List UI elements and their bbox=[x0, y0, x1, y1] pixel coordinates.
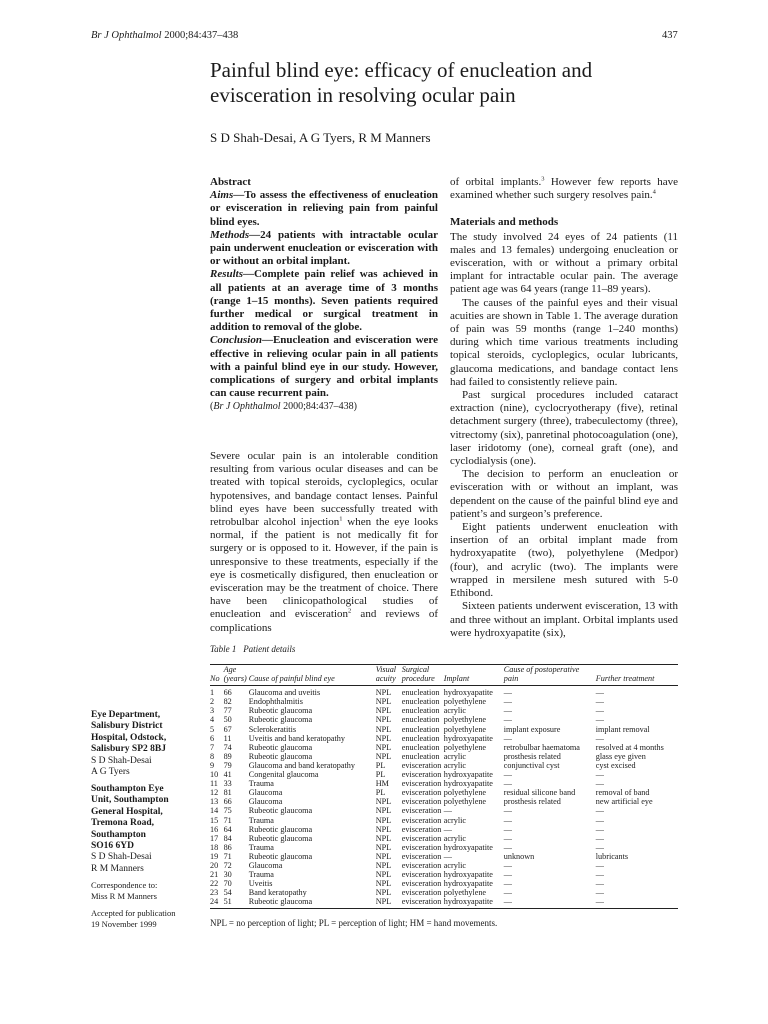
row-postop-pain: — bbox=[503, 806, 512, 816]
affiliation-salisbury bbox=[91, 710, 201, 778]
table-row bbox=[210, 686, 678, 698]
row-further-treatment: — bbox=[595, 770, 604, 780]
row-no: 4 bbox=[210, 715, 215, 725]
accepted-value: 19 November 1999 bbox=[91, 918, 157, 929]
row-age: 64 bbox=[223, 824, 232, 834]
row-age: 74 bbox=[223, 742, 232, 752]
row-age: 51 bbox=[223, 897, 232, 907]
header-postop-pain: Cause of postoperative pain bbox=[503, 665, 580, 684]
address-line: General Hospital, bbox=[91, 806, 163, 817]
row-surgical-procedure: evisceration bbox=[401, 870, 442, 880]
row-postop-pain: implant exposure bbox=[503, 724, 561, 734]
row-implant: acrylic bbox=[443, 751, 467, 761]
row-age: 54 bbox=[223, 888, 232, 898]
row-implant: acrylic bbox=[443, 833, 467, 843]
row-surgical-procedure: enucleation bbox=[401, 688, 440, 698]
row-surgical-procedure: enucleation bbox=[401, 697, 440, 707]
row-surgical-procedure: evisceration bbox=[401, 797, 442, 807]
abstract-heading: Abstract bbox=[210, 176, 251, 188]
header-no: No bbox=[210, 674, 220, 684]
row-surgical-procedure: evisceration bbox=[401, 833, 442, 843]
row-surgical-procedure: evisceration bbox=[401, 788, 442, 798]
table-row bbox=[210, 888, 678, 897]
row-cause: Rubeotic glaucoma bbox=[248, 806, 313, 816]
row-surgical-procedure: enucleation bbox=[401, 715, 440, 725]
row-further-treatment: removal of band bbox=[595, 788, 650, 798]
row-surgical-procedure: evisceration bbox=[401, 842, 442, 852]
row-implant: hydroxyapatite bbox=[443, 879, 493, 889]
affiliated-author: S D Shah-Desai bbox=[91, 852, 152, 863]
row-visual-acuity: NPL bbox=[375, 851, 392, 861]
author-list: S D Shah-Desai, A G Tyers, R M Manners bbox=[210, 130, 431, 145]
row-implant: hydroxyapatite bbox=[443, 770, 493, 780]
row-no: 7 bbox=[210, 742, 215, 752]
row-further-treatment: — bbox=[595, 706, 604, 716]
methods-paragraph-3: Past surgical procedures included cataract extraction (nine), cyclocryotherapy (five), retinal detachment surgery (three), trabeculectomy (three), vitrectomy (six), panretinal photocoagulation (one), laser iridotomy (one), corneal graft (one), and cyclodialysis (one). bbox=[450, 389, 678, 468]
row-visual-acuity: NPL bbox=[375, 724, 392, 734]
row-age: 67 bbox=[223, 724, 232, 734]
row-further-treatment: glass eye given bbox=[595, 751, 646, 761]
row-no: 10 bbox=[210, 770, 219, 780]
row-surgical-procedure: evisceration bbox=[401, 806, 442, 816]
row-age: 41 bbox=[223, 770, 232, 780]
row-surgical-procedure: enucleation bbox=[401, 733, 440, 743]
aims-label: Aims bbox=[210, 189, 234, 202]
table-row bbox=[210, 806, 678, 815]
table-row bbox=[210, 761, 678, 770]
table-label: Table 1 bbox=[210, 644, 237, 654]
row-visual-acuity: NPL bbox=[375, 706, 392, 716]
intro-continuation bbox=[450, 176, 678, 202]
row-no: 13 bbox=[210, 797, 219, 807]
row-postop-pain: — bbox=[503, 888, 512, 898]
intro-text-b: when the eye looks normal, if the patient is not medically fit for surgery or is opposed to it. However, if the pain is unresponsive to these treatments, especially if the eye is cosmetically disfigured, then enucleation or evisceration may be the treatment of choice. There have been clinicopathological studies of enucleation and evisceration bbox=[210, 516, 438, 621]
row-postop-pain: — bbox=[503, 842, 512, 852]
row-age: 33 bbox=[223, 779, 232, 789]
row-no: 9 bbox=[210, 760, 215, 770]
row-implant: acrylic bbox=[443, 860, 467, 870]
table-row bbox=[210, 852, 678, 861]
row-visual-acuity: NPL bbox=[375, 715, 392, 725]
row-implant: acrylic bbox=[443, 706, 467, 716]
row-postop-pain: — bbox=[503, 733, 512, 743]
row-surgical-procedure: evisceration bbox=[401, 860, 442, 870]
row-further-treatment: — bbox=[595, 833, 604, 843]
row-postop-pain: — bbox=[503, 860, 512, 870]
accepted-label: Accepted for publication bbox=[91, 908, 176, 918]
table-row bbox=[210, 843, 678, 852]
row-cause: Rubeotic glaucoma bbox=[248, 824, 313, 834]
row-visual-acuity: NPL bbox=[375, 824, 392, 834]
row-age: 86 bbox=[223, 842, 232, 852]
row-implant: polyethylene bbox=[443, 797, 487, 807]
address-line: Southampton Eye bbox=[91, 784, 164, 794]
conclusion-label: Conclusion bbox=[210, 334, 262, 347]
row-visual-acuity: NPL bbox=[375, 688, 392, 698]
row-cause: Endophthalmitis bbox=[248, 697, 303, 707]
row-further-treatment: — bbox=[595, 779, 604, 789]
row-visual-acuity: NPL bbox=[375, 742, 392, 752]
row-visual-acuity: HM bbox=[375, 779, 389, 789]
header-implant: Implant bbox=[443, 674, 470, 684]
affiliated-author: S D Shah-Desai bbox=[91, 755, 152, 766]
row-further-treatment: — bbox=[595, 715, 604, 725]
row-postop-pain: residual silicone band bbox=[503, 788, 576, 798]
ref-3: 3 bbox=[541, 175, 545, 183]
row-further-treatment: — bbox=[595, 824, 604, 834]
row-implant: hydroxyapatite bbox=[443, 897, 493, 907]
row-postop-pain: — bbox=[503, 824, 512, 834]
address-line: Unit, Southampton bbox=[91, 795, 169, 806]
row-further-treatment: — bbox=[595, 697, 604, 707]
row-age: 79 bbox=[223, 760, 232, 770]
table-row bbox=[210, 870, 678, 879]
row-implant: — bbox=[443, 851, 452, 861]
row-surgical-procedure: evisceration bbox=[401, 815, 442, 825]
row-further-treatment: cyst excised bbox=[595, 760, 636, 770]
row-cause: Glaucoma bbox=[248, 788, 283, 798]
address-line: SO16 6YD bbox=[91, 841, 135, 852]
row-implant: — bbox=[443, 806, 452, 816]
row-visual-acuity: NPL bbox=[375, 897, 392, 907]
row-age: 75 bbox=[223, 806, 232, 816]
row-surgical-procedure: evisceration bbox=[401, 897, 442, 907]
row-no: 19 bbox=[210, 851, 219, 861]
methods-paragraph-2: The causes of the painful eyes and their visual acuities are shown in Table 1. The average duration of pain was 59 months (range 1–240 months) during which time various treatments including topical steroids, cycloplegics, ocular lubricants, glaucoma medications, and bandage contact lens had failed to consistently relieve pain. bbox=[450, 296, 678, 388]
row-further-treatment: — bbox=[595, 815, 604, 825]
row-cause: Trauma bbox=[248, 870, 274, 880]
row-further-treatment: — bbox=[595, 879, 604, 889]
running-head bbox=[91, 30, 238, 41]
abstract-citation: (Br J Ophthalmol 2000;84:437–438) bbox=[210, 401, 357, 413]
accepted-date bbox=[91, 908, 201, 929]
row-cause: Glaucoma and uveitis bbox=[248, 688, 321, 698]
row-postop-pain: unknown bbox=[503, 851, 535, 861]
row-cause: Trauma bbox=[248, 779, 274, 789]
row-cause: Rubeotic glaucoma bbox=[248, 715, 313, 725]
row-surgical-procedure: evisceration bbox=[401, 851, 442, 861]
row-no: 16 bbox=[210, 824, 219, 834]
row-visual-acuity: NPL bbox=[375, 888, 392, 898]
row-implant: hydroxyapatite bbox=[443, 733, 493, 743]
row-surgical-procedure: enucleation bbox=[401, 724, 440, 734]
header-visual-acuity: Visual acuity bbox=[375, 665, 397, 684]
journal-citation: 2000;84:437–438 bbox=[161, 30, 239, 41]
affiliated-author: A G Tyers bbox=[91, 767, 130, 778]
row-further-treatment: — bbox=[595, 806, 604, 816]
row-visual-acuity: NPL bbox=[375, 833, 392, 843]
row-implant: polyethylene bbox=[443, 788, 487, 798]
row-further-treatment: — bbox=[595, 688, 604, 698]
row-surgical-procedure: evisceration bbox=[401, 760, 442, 770]
intro-paragraph bbox=[210, 450, 438, 635]
row-no: 11 bbox=[210, 779, 218, 789]
table-title: Patient details bbox=[243, 644, 296, 654]
header-surgical-procedure: Surgical procedure bbox=[401, 665, 435, 684]
row-visual-acuity: NPL bbox=[375, 806, 392, 816]
header-cause: Cause of painful blind eye bbox=[248, 674, 335, 684]
row-no: 6 bbox=[210, 733, 215, 743]
row-implant: polyethylene bbox=[443, 724, 487, 734]
address-line: Eye Department, bbox=[91, 710, 161, 720]
row-postop-pain: — bbox=[503, 688, 512, 698]
row-implant: hydroxyapatite bbox=[443, 688, 493, 698]
address-line: Salisbury District bbox=[91, 721, 163, 732]
row-cause: Uveitis and band keratopathy bbox=[248, 733, 345, 743]
row-surgical-procedure: evisceration bbox=[401, 888, 442, 898]
table-row bbox=[210, 788, 678, 797]
row-visual-acuity: NPL bbox=[375, 860, 392, 870]
methods-paragraph-6: Sixteen patients underwent evisceration, 13 with and three without an implant. Orbital implants used were hydroxyapatite (six), bbox=[450, 600, 678, 639]
row-implant: polyethylene bbox=[443, 697, 487, 707]
address-line: Salisbury SP2 8BJ bbox=[91, 744, 166, 755]
row-postop-pain: — bbox=[503, 706, 512, 716]
methods-text: —24 patients with intractable ocular pain underwent enucleation or evisceration with or without an orbital implant. bbox=[210, 228, 438, 268]
row-postop-pain: prosthesis related bbox=[503, 751, 561, 761]
row-visual-acuity: NPL bbox=[375, 815, 392, 825]
row-implant: polyethylene bbox=[443, 715, 487, 725]
header-age: Age (years) bbox=[223, 665, 247, 684]
row-postop-pain: prosthesis related bbox=[503, 797, 561, 807]
row-postop-pain: — bbox=[503, 897, 512, 907]
row-visual-acuity: NPL bbox=[375, 797, 392, 807]
correspondence-name: Miss R M Manners bbox=[91, 890, 157, 901]
row-age: 82 bbox=[223, 697, 232, 707]
row-postop-pain: — bbox=[503, 815, 512, 825]
address-line: Hospital, Odstock, bbox=[91, 732, 167, 743]
table-body bbox=[210, 686, 678, 909]
ref-1: 1 bbox=[339, 515, 343, 523]
row-postop-pain: retrobulbar haematoma bbox=[503, 742, 580, 752]
citation-rest: 2000;84:437–438) bbox=[280, 401, 357, 413]
methods-paragraph-4: The decision to perform an enucleation or evisceration with or without an implant, was dependent on the cause of the painful blind eye and patient’s and surgeon’s preference. bbox=[450, 468, 678, 520]
row-cause: Rubeotic glaucoma bbox=[248, 742, 313, 752]
abstract-conclusion bbox=[210, 334, 438, 400]
journal-name: Br J Ophthalmol bbox=[91, 30, 162, 41]
correspondence-label: Correspondence to: bbox=[91, 880, 158, 890]
row-cause: Rubeotic glaucoma bbox=[248, 897, 313, 907]
row-implant: polyethylene bbox=[443, 888, 487, 898]
table-row bbox=[210, 752, 678, 761]
row-further-treatment: — bbox=[595, 842, 604, 852]
row-no: 17 bbox=[210, 833, 219, 843]
table-row bbox=[210, 706, 678, 715]
row-age: 72 bbox=[223, 860, 232, 870]
continuation-text-b: However few reports have examined whether such surgery resolves pain. bbox=[450, 176, 678, 202]
row-cause: Congenital glaucoma bbox=[248, 770, 319, 780]
row-no: 5 bbox=[210, 724, 215, 734]
row-visual-acuity: NPL bbox=[375, 733, 392, 743]
row-no: 23 bbox=[210, 888, 219, 898]
table-caption bbox=[210, 644, 295, 654]
introduction bbox=[210, 450, 438, 635]
table-row bbox=[210, 715, 678, 724]
row-no: 12 bbox=[210, 788, 219, 798]
table-footnote: NPL = no perception of light; PL = perception of light; HM = hand movements. bbox=[210, 918, 498, 928]
row-cause: Sclerokeratitis bbox=[248, 724, 297, 734]
affiliation-southampton bbox=[91, 784, 201, 875]
row-no: 22 bbox=[210, 879, 219, 889]
methods-paragraph-1: The study involved 24 eyes of 24 patients (11 males and 13 females) undergoing enucleation or evisceration, with or without a primary orbital implant for intractable ocular pain. The average patient age was 64 years (range 11–89 years). bbox=[450, 230, 678, 296]
row-surgical-procedure: enucleation bbox=[401, 706, 440, 716]
results-text: —Complete pain relief was achieved in all patients at an average time of 3 months (range 1–15 months). Seven patients required further medical or surgical treatment in addition to removal of the globe. bbox=[210, 268, 438, 334]
row-age: 50 bbox=[223, 715, 232, 725]
row-implant: — bbox=[443, 824, 452, 834]
row-visual-acuity: NPL bbox=[375, 751, 392, 761]
row-cause: Rubeotic glaucoma bbox=[248, 851, 313, 861]
row-postop-pain: — bbox=[503, 770, 512, 780]
intro-text-a: Severe ocular pain is an intolerable condition resulting from various ocular diseases and can be treated with topical steroids, cycloplegics, ocular hypotensives, and bandage contact lenses. Painful blind eyes have been successfully treated with retrobulbar alcohol injection bbox=[210, 450, 438, 529]
row-age: 84 bbox=[223, 833, 232, 843]
row-visual-acuity: PL bbox=[375, 788, 386, 798]
row-postop-pain: — bbox=[503, 715, 512, 725]
row-postop-pain: — bbox=[503, 779, 512, 789]
row-no: 24 bbox=[210, 897, 219, 907]
row-implant: polyethylene bbox=[443, 742, 487, 752]
abstract-methods bbox=[210, 229, 438, 269]
row-further-treatment: — bbox=[595, 888, 604, 898]
continuation-text: of orbital implants. bbox=[450, 176, 542, 188]
row-further-treatment: — bbox=[595, 897, 604, 907]
row-no: 14 bbox=[210, 806, 219, 816]
table-row bbox=[210, 725, 678, 734]
row-visual-acuity: PL bbox=[375, 770, 386, 780]
table-row bbox=[210, 861, 678, 870]
row-surgical-procedure: evisceration bbox=[401, 770, 442, 780]
row-age: 71 bbox=[223, 815, 232, 825]
table-row bbox=[210, 834, 678, 843]
row-no: 15 bbox=[210, 815, 219, 825]
table-row bbox=[210, 697, 678, 706]
row-implant: hydroxyapatite bbox=[443, 779, 493, 789]
abstract-results bbox=[210, 268, 438, 334]
header-further-treatment: Further treatment bbox=[595, 674, 655, 684]
article-title: Painful blind eye: efficacy of enucleation and evisceration in resolving ocular pain bbox=[210, 58, 593, 107]
conclusion-text: —Enucleation and evisceration were effective in relieving ocular pain in all patients with a painful blind eye in our study. However, complications of surgery and orbital implants can cause recurrent pain. bbox=[210, 334, 438, 400]
row-visual-acuity: NPL bbox=[375, 697, 392, 707]
table-row bbox=[210, 743, 678, 752]
row-age: 66 bbox=[223, 797, 232, 807]
ref-2: 2 bbox=[348, 607, 352, 615]
table-row bbox=[210, 825, 678, 834]
affiliation-southampton-address bbox=[91, 784, 201, 852]
table-header-row bbox=[210, 665, 678, 686]
row-cause: Band keratopathy bbox=[248, 888, 307, 898]
table-row bbox=[210, 879, 678, 888]
row-age: 70 bbox=[223, 879, 232, 889]
intro-text-c: and reviews of complications bbox=[210, 608, 438, 634]
address-line: Tremona Road, bbox=[91, 818, 154, 829]
row-cause: Rubeotic glaucoma bbox=[248, 751, 313, 761]
row-cause: Trauma bbox=[248, 815, 274, 825]
table-row bbox=[210, 816, 678, 825]
row-implant: acrylic bbox=[443, 815, 467, 825]
row-cause: Glaucoma bbox=[248, 860, 283, 870]
row-surgical-procedure: evisceration bbox=[401, 879, 442, 889]
row-visual-acuity: PL bbox=[375, 760, 386, 770]
aims-text: —To assess the effectiveness of enucleation or evisceration in relieving pain from painful blind eyes. bbox=[210, 189, 438, 228]
row-no: 1 bbox=[210, 688, 215, 698]
results-label: Results bbox=[210, 268, 244, 281]
row-postop-pain: — bbox=[503, 833, 512, 843]
row-postop-pain: — bbox=[503, 870, 512, 880]
row-further-treatment: — bbox=[595, 870, 604, 880]
row-implant: hydroxyapatite bbox=[443, 870, 493, 880]
table-row bbox=[210, 897, 678, 909]
row-cause: Rubeotic glaucoma bbox=[248, 706, 313, 716]
citation-journal: Br J Ophthalmol bbox=[213, 401, 281, 413]
row-no: 2 bbox=[210, 697, 215, 707]
row-age: 89 bbox=[223, 751, 232, 761]
row-surgical-procedure: enucleation bbox=[401, 742, 440, 752]
row-age: 71 bbox=[223, 851, 232, 861]
abstract bbox=[210, 176, 438, 414]
row-visual-acuity: NPL bbox=[375, 879, 392, 889]
row-cause: Glaucoma and band keratopathy bbox=[248, 760, 355, 770]
row-postop-pain: — bbox=[503, 879, 512, 889]
right-column bbox=[450, 176, 678, 640]
row-surgical-procedure: evisceration bbox=[401, 779, 442, 789]
row-no: 3 bbox=[210, 706, 215, 716]
table-row bbox=[210, 734, 678, 743]
row-age: 66 bbox=[223, 688, 232, 698]
row-no: 21 bbox=[210, 870, 219, 880]
row-cause: Rubeotic glaucoma bbox=[248, 833, 313, 843]
table-row bbox=[210, 797, 678, 806]
row-further-treatment: implant removal bbox=[595, 724, 650, 734]
row-postop-pain: — bbox=[503, 697, 512, 707]
row-no: 8 bbox=[210, 751, 215, 761]
row-visual-acuity: NPL bbox=[375, 842, 392, 852]
row-further-treatment: — bbox=[595, 733, 604, 743]
methods-heading: Materials and methods bbox=[450, 216, 559, 229]
row-no: 18 bbox=[210, 842, 219, 852]
table-row bbox=[210, 779, 678, 788]
row-further-treatment: lubricants bbox=[595, 851, 629, 861]
row-age: 77 bbox=[223, 706, 232, 716]
row-further-treatment: resolved at 4 months bbox=[595, 742, 664, 752]
affiliated-author: R M Manners bbox=[91, 863, 144, 874]
row-further-treatment: new artificial eye bbox=[595, 797, 653, 807]
table-row bbox=[210, 770, 678, 779]
methods-label: Methods bbox=[210, 228, 250, 241]
row-cause: Glaucoma bbox=[248, 797, 283, 807]
row-age: 30 bbox=[223, 870, 232, 880]
row-postop-pain: conjunctival cyst bbox=[503, 760, 560, 770]
ref-4: 4 bbox=[652, 188, 656, 196]
row-no: 20 bbox=[210, 860, 219, 870]
row-cause: Uveitis bbox=[248, 879, 273, 889]
row-implant: acrylic bbox=[443, 760, 467, 770]
row-implant: hydroxyapatite bbox=[443, 842, 493, 852]
row-age: 11 bbox=[223, 733, 232, 743]
page-number: 437 bbox=[662, 30, 678, 41]
affiliation-salisbury-address bbox=[91, 710, 201, 756]
row-surgical-procedure: enucleation bbox=[401, 751, 440, 761]
abstract-aims bbox=[210, 189, 438, 229]
correspondence bbox=[91, 880, 201, 901]
row-surgical-procedure: evisceration bbox=[401, 824, 442, 834]
address-line: Southampton bbox=[91, 829, 146, 840]
row-visual-acuity: NPL bbox=[375, 870, 392, 880]
patient-table bbox=[210, 664, 678, 909]
row-cause: Trauma bbox=[248, 842, 274, 852]
row-age: 81 bbox=[223, 788, 232, 798]
row-further-treatment: — bbox=[595, 860, 604, 870]
methods-paragraph-5: Eight patients underwent enucleation with insertion of an orbital implant made from hydroxyapatite (two), polyethylene (Medpor) (four), and acrylic (two). The implants were wrapped in mersilene mesh sutured with 5-0 Ethibond. bbox=[450, 521, 678, 600]
